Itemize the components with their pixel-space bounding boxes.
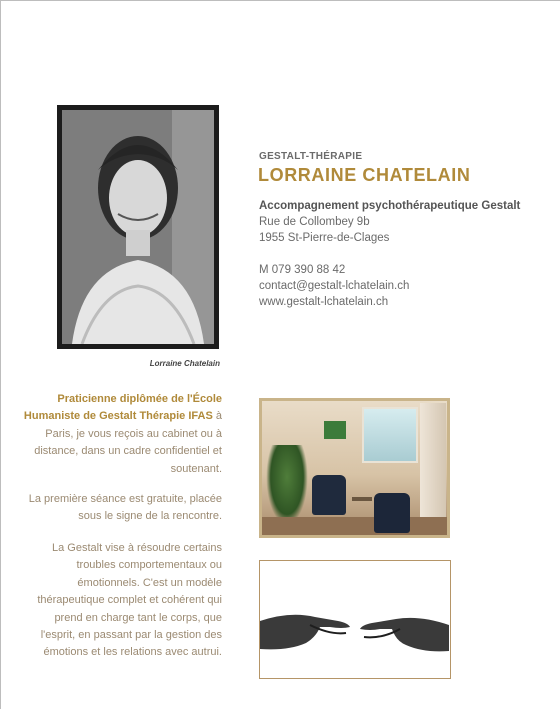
page-top-edge — [0, 0, 560, 1]
intro-paragraph — [22, 391, 222, 478]
website-link[interactable]: www.gestalt-lchatelain.ch — [259, 296, 389, 308]
address-city: 1955 St-Pierre-de-Clages — [259, 232, 390, 244]
reaching-hands-graphic — [260, 561, 449, 677]
therapist-name: LORRAINE CHATELAIN — [258, 165, 471, 185]
tagline: Accompagnement psychothérapeutique Gestalt — [259, 200, 521, 212]
portrait-caption: Lorraine Chatelain — [149, 359, 220, 368]
hands-illustration — [259, 560, 451, 679]
portrait-figure-graphic — [62, 110, 214, 344]
page-left-edge — [0, 0, 1, 709]
therapy-room-photo — [259, 398, 450, 538]
intro-description: à Paris, je vous reçois au cabinet ou à distance, dans un cadre confidentiel et soutenant. — [34, 410, 222, 475]
address-street: Rue de Collombey 9b — [259, 216, 370, 228]
first-session-paragraph: La première séance est gratuite, placée sous le signe de la rencontre. — [28, 493, 222, 523]
email-link[interactable]: contact@gestalt-lchatelain.ch — [259, 280, 410, 292]
gestalt-paragraph: La Gestalt vise à résoudre certains troubles comportementaux ou émotionnels. C'est un modèle thérapeutique complet et cohérent qui prend en charge tant le corps, que l'esprit, en passant par la gestion des émotions et les relations avec autrui. — [37, 542, 222, 659]
therapy-room-image — [262, 401, 447, 535]
portrait-image — [62, 110, 214, 344]
contact-block — [259, 198, 549, 310]
portrait-photo — [57, 105, 219, 349]
phone-number: M 079 390 88 42 — [259, 264, 346, 276]
intro-qualification: Praticienne diplômée de l'École Humaniste de Gestalt Thérapie IFAS — [23, 393, 222, 423]
section-kicker: GESTALT-THÉRAPIE — [259, 151, 363, 162]
